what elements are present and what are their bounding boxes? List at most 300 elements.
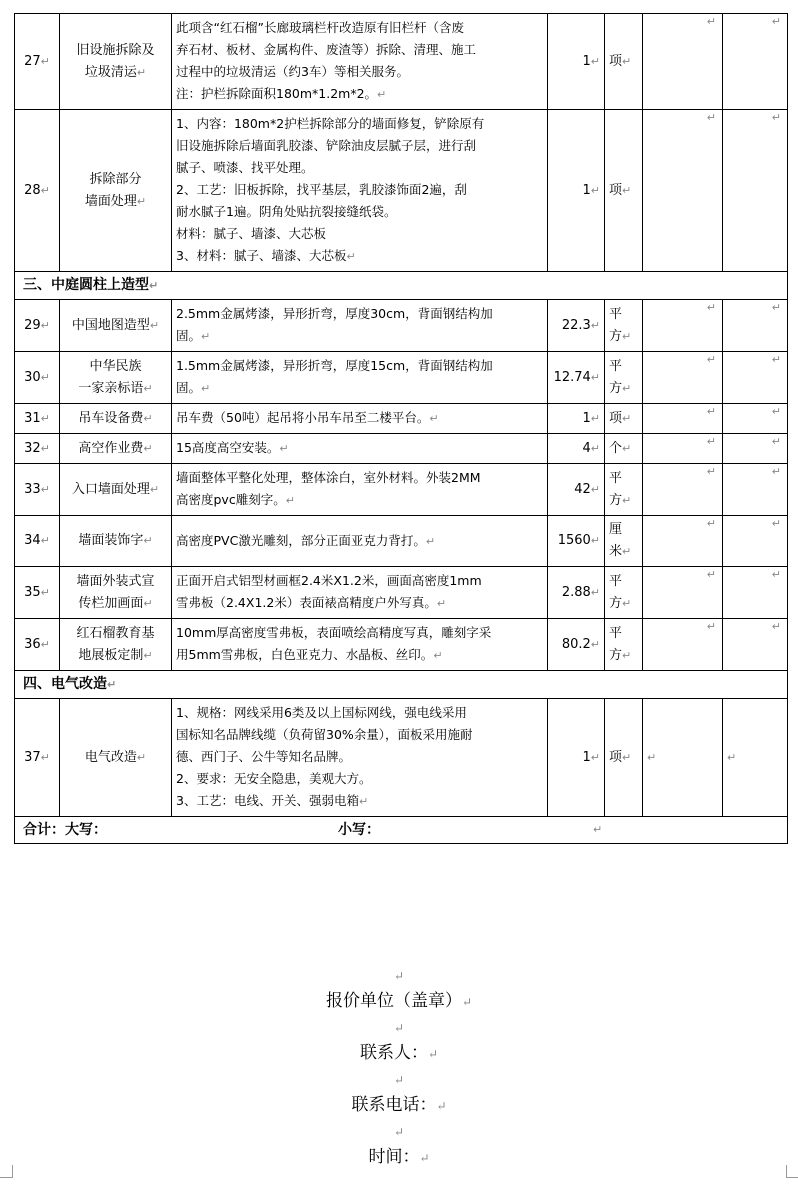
item-description-line <box>176 39 543 61</box>
item-name-line <box>64 378 167 400</box>
item-description-text: 固。 <box>176 328 202 343</box>
paragraph-mark: ↵ <box>771 111 781 124</box>
unit-text: 平 <box>609 358 623 374</box>
quantity-cell <box>548 567 605 619</box>
paragraph-mark: ↵ <box>706 568 716 581</box>
item-description-line <box>176 61 543 83</box>
item-description-text: 1.5mm金属烤漆，异形折弯，厚度15cm，背面钢结构加 <box>176 358 493 373</box>
page-corner-mark <box>0 1165 13 1178</box>
paragraph-mark: ↵ <box>429 412 439 425</box>
quantity-cell <box>548 434 605 464</box>
item-description-cell <box>172 619 548 671</box>
item-name-text: 电气改造 <box>84 749 137 765</box>
unit-price-cell <box>643 567 723 619</box>
paragraph-mark: ↵ <box>40 318 50 332</box>
item-name-cell <box>60 619 172 671</box>
paragraph-mark: ↵ <box>706 517 716 530</box>
paragraph-mark: ↵ <box>771 568 781 581</box>
item-description-text: 10mm厚高密度雪弗板，表面喷绘高精度写真，雕刻字采 <box>176 625 492 640</box>
item-description-line <box>176 407 543 430</box>
paragraph-mark: ↵ <box>771 15 781 28</box>
item-description-text: 弃石材、板材、金属构件、废渣等）拆除、清理、施工 <box>176 42 477 57</box>
paragraph-mark: ↵ <box>622 329 632 343</box>
unit-line <box>609 747 638 769</box>
item-description-text: 用5mm雪弗板，白色亚克力、水晶板、丝印。 <box>176 647 434 662</box>
paragraph-mark: ↵ <box>590 750 600 764</box>
paragraph-mark: ↵ <box>622 54 632 68</box>
footer-signature-block <box>0 962 798 1170</box>
item-number: 27 <box>24 53 41 69</box>
item-description-line <box>176 570 543 592</box>
unit-text: 方 <box>609 380 623 396</box>
item-description-line <box>176 644 543 667</box>
paragraph-mark: ↵ <box>771 620 781 633</box>
item-description-line <box>176 489 543 512</box>
paragraph-mark: ↵ <box>622 545 632 558</box>
item-number-cell <box>15 619 60 671</box>
total-amount-words-label: 合计：大写： <box>23 822 107 838</box>
item-name-line <box>64 169 167 191</box>
item-number-cell <box>15 300 60 352</box>
paragraph-mark: ↵ <box>771 517 781 530</box>
paragraph-mark: ↵ <box>771 353 781 366</box>
item-description-text: 1、规格：网线采用6类及以上国标网线，强电线采用 <box>176 705 467 720</box>
table-row <box>15 434 788 464</box>
item-description-cell <box>172 434 548 464</box>
item-name-line <box>64 40 167 62</box>
paragraph-mark: ↵ <box>771 405 781 418</box>
item-description-text: 雪弗板（2.4X1.2米）表面裱高精度户外写真。 <box>176 595 437 610</box>
item-description-line <box>176 724 543 746</box>
quantity-value: 2.88 <box>561 584 591 600</box>
unit-line <box>609 593 638 615</box>
item-description-text: 墙面整体平整化处理，整体涂白，室外材料。外装2MM <box>176 470 481 485</box>
paragraph-mark: ↵ <box>149 482 160 496</box>
paragraph-mark: ↵ <box>40 370 50 384</box>
paragraph-mark: ↵ <box>358 795 369 808</box>
paragraph-mark: ↵ <box>706 405 716 418</box>
item-description-line <box>176 113 543 135</box>
paragraph-mark: ↵ <box>136 194 147 208</box>
item-description-cell <box>172 699 548 817</box>
quantity-value: 1 <box>582 749 591 765</box>
item-description-text: 此项含“红石榴”长廊玻璃栏杆改造原有旧栏杆（含废 <box>176 20 464 35</box>
page-corner-mark <box>786 1165 798 1178</box>
item-name-text: 中华民族 <box>89 358 142 374</box>
item-description-text: 国标知名品牌线缆（负荷留30%余量），面板采用施耐 <box>176 727 473 742</box>
item-number: 31 <box>24 410 41 426</box>
item-description-line <box>176 768 543 790</box>
unit-text: 平 <box>609 625 623 641</box>
item-description-line <box>176 223 543 245</box>
total-wrap <box>23 820 779 840</box>
unit-cell <box>605 434 643 464</box>
item-description-text: 3、材料：腻子、墙漆、大芯板 <box>176 248 347 263</box>
paragraph-mark: ↵ <box>285 494 295 507</box>
section-header-row <box>15 272 788 300</box>
item-number: 37 <box>24 749 41 765</box>
paragraph-mark: ↵ <box>377 88 387 101</box>
paragraph-mark: ↵ <box>590 585 600 599</box>
unit-text: 平 <box>609 470 623 486</box>
unit-line <box>609 468 638 490</box>
paragraph-mark: ↵ <box>425 534 436 548</box>
unit-line <box>609 438 638 460</box>
paragraph-mark: ↵ <box>427 1047 439 1061</box>
item-name-line <box>64 315 167 337</box>
paragraph-mark: ↵ <box>40 750 50 764</box>
unit-cell <box>605 567 643 619</box>
item-description-line <box>176 303 543 325</box>
section-header <box>15 272 788 300</box>
paragraph-mark: ↵ <box>346 250 356 263</box>
paragraph-mark: ↵ <box>706 111 716 124</box>
item-description-text: 注：护栏拆除面积180m*1.2m*2。 <box>176 86 378 101</box>
unit-cell <box>605 699 643 817</box>
quantity-value: 1 <box>582 410 591 426</box>
quantity-cell <box>548 110 605 272</box>
item-number: 35 <box>24 584 41 600</box>
unit-cell <box>605 464 643 516</box>
item-description-line <box>176 83 543 106</box>
table-row <box>15 14 788 110</box>
item-description-text: 高密度pvc雕刻字。 <box>176 492 286 507</box>
item-name-text: 旧设施拆除及 <box>76 42 155 58</box>
item-description-text: 15高度高空安装。 <box>176 440 280 455</box>
paragraph-mark: ↵ <box>393 1073 405 1087</box>
item-description-text: 2.5mm金属烤漆，异形折弯，厚度30cm，背面钢结构加 <box>176 306 493 321</box>
item-description-line <box>176 467 543 489</box>
unit-text: 项 <box>609 410 623 426</box>
paragraph-mark: ↵ <box>149 318 160 332</box>
amount-cell <box>723 404 788 434</box>
item-number: 33 <box>24 481 41 497</box>
quoting-company-label: 报价单位（盖章） <box>325 991 462 1011</box>
unit-cell <box>605 516 643 567</box>
unit-line <box>609 408 638 430</box>
item-name-line <box>64 645 167 667</box>
item-name-line <box>64 571 167 593</box>
paragraph-mark: ↵ <box>706 435 716 448</box>
item-description-line <box>176 245 543 268</box>
item-description-cell <box>172 352 548 404</box>
item-name-cell <box>60 464 172 516</box>
unit-price-cell <box>643 434 723 464</box>
unit-line <box>609 490 638 512</box>
quantity-cell <box>548 699 605 817</box>
unit-text: 方 <box>609 492 623 508</box>
total-row <box>15 817 788 844</box>
item-name-text: 垃圾清运 <box>84 64 137 80</box>
item-name-cell <box>60 699 172 817</box>
paragraph-mark: ↵ <box>590 534 600 547</box>
unit-price-cell <box>643 300 723 352</box>
table-row <box>15 110 788 272</box>
paragraph-mark: ↵ <box>590 441 600 455</box>
item-number-cell <box>15 404 60 434</box>
item-name-cell <box>60 404 172 434</box>
unit-text: 项 <box>609 749 623 765</box>
unit-line <box>609 645 638 667</box>
item-description-text: 过程中的垃圾清运（约3车）等相关服务。 <box>176 64 409 79</box>
quantity-cell <box>548 516 605 567</box>
unit-text: 方 <box>609 328 623 344</box>
quantity-value: 80.2 <box>561 636 591 652</box>
paragraph-mark: ↵ <box>143 596 153 610</box>
paragraph-mark: ↵ <box>706 353 716 366</box>
paragraph-mark: ↵ <box>706 15 716 28</box>
paragraph-mark: ↵ <box>107 678 117 691</box>
table-row <box>15 516 788 567</box>
item-description-text: 1、内容：180m*2护栏拆除部分的墙面修复，铲除原有 <box>176 116 485 131</box>
paragraph-mark: ↵ <box>149 279 159 292</box>
item-name-text: 一家亲标语 <box>78 380 144 396</box>
unit-cell <box>605 14 643 110</box>
item-description-line <box>176 437 543 460</box>
unit-line <box>609 623 638 645</box>
unit-price-cell <box>643 110 723 272</box>
item-name-cell <box>60 14 172 110</box>
section-header <box>15 671 788 699</box>
item-number-cell <box>15 567 60 619</box>
item-description-cell <box>172 516 548 567</box>
item-number: 30 <box>24 369 41 385</box>
paragraph-mark: ↵ <box>593 823 603 836</box>
item-description-cell <box>172 14 548 110</box>
item-description-text: 德、西门子、公牛等知名品牌。 <box>176 749 352 764</box>
paragraph-mark: ↵ <box>622 750 632 764</box>
unit-text: 方 <box>609 647 623 663</box>
item-name-text: 拆除部分 <box>89 171 142 187</box>
unit-text: 项 <box>609 182 623 198</box>
unit-cell <box>605 352 643 404</box>
item-number: 32 <box>24 440 41 456</box>
unit-line <box>609 541 638 563</box>
paragraph-mark: ↵ <box>706 301 716 314</box>
item-description-text: 旧设施拆除后墙面乳胶漆、铲除油皮层腻子层，进行刮 <box>176 138 477 153</box>
item-name-cell <box>60 110 172 272</box>
item-description-line <box>176 325 543 348</box>
paragraph-mark: ↵ <box>40 482 50 496</box>
item-name-cell <box>60 516 172 567</box>
item-number-cell <box>15 14 60 110</box>
quotation-table <box>14 13 788 844</box>
amount-cell <box>723 300 788 352</box>
item-description-line <box>176 355 543 377</box>
item-name-text: 吊车设备费 <box>78 410 144 426</box>
paragraph-mark: ↵ <box>436 1099 447 1113</box>
unit-cell <box>605 300 643 352</box>
paragraph-mark: ↵ <box>40 411 50 425</box>
quantity-value: 1 <box>582 182 591 198</box>
unit-price-cell <box>643 352 723 404</box>
item-name-text: 入口墙面处理 <box>71 481 150 497</box>
paragraph-mark: ↵ <box>436 597 447 610</box>
paragraph-mark: ↵ <box>622 648 632 662</box>
item-description-cell <box>172 300 548 352</box>
paragraph-mark: ↵ <box>393 969 405 983</box>
item-name-line <box>64 747 167 769</box>
paragraph-mark: ↵ <box>143 534 153 547</box>
paragraph-mark: ↵ <box>771 301 781 314</box>
unit-cell <box>605 619 643 671</box>
item-name-line <box>64 530 167 552</box>
unit-line <box>609 180 638 202</box>
paragraph-mark: ↵ <box>727 750 737 764</box>
paragraph-mark: ↵ <box>433 649 443 662</box>
quantity-value: 1 <box>582 53 591 69</box>
item-description-text: 固。 <box>176 380 202 395</box>
section-header-row <box>15 671 788 699</box>
item-description-line <box>176 702 543 724</box>
item-description-line <box>176 790 543 813</box>
paragraph-mark: ↵ <box>622 493 632 507</box>
item-name-text: 传栏加画面 <box>78 595 144 611</box>
paragraph-mark: ↵ <box>40 534 50 547</box>
item-description-cell <box>172 110 548 272</box>
paragraph-mark: ↵ <box>279 442 289 455</box>
item-name-cell <box>60 352 172 404</box>
item-description-text: 3、工艺：电线、开关、强弱电箱 <box>176 793 359 808</box>
item-name-line <box>64 593 167 615</box>
item-description-text: 2、工艺：旧板拆除，找平基层，乳胶漆饰面2遍，刮 <box>176 182 467 197</box>
table-row <box>15 464 788 516</box>
paragraph-mark: ↵ <box>136 750 147 764</box>
amount-cell <box>723 464 788 516</box>
item-name-line <box>64 623 167 645</box>
item-description-text: 吊车费（50吨）起吊将小吊车吊至二楼平台。 <box>176 410 430 425</box>
unit-text: 平 <box>609 573 623 589</box>
item-description-text: 2、要求：无安全隐患，美观大方。 <box>176 771 372 786</box>
unit-line <box>609 326 638 348</box>
amount-cell <box>723 14 788 110</box>
item-description-line <box>176 179 543 201</box>
item-number-cell <box>15 516 60 567</box>
unit-price-cell <box>643 14 723 110</box>
paragraph-mark: ↵ <box>590 318 600 332</box>
quantity-cell <box>548 352 605 404</box>
total-amount-figures-label: 小写： <box>338 822 380 838</box>
unit-price-cell <box>643 619 723 671</box>
paragraph-mark: ↵ <box>622 381 632 395</box>
item-description-text: 正面开启式铝型材画框2.4米X1.2米，画面高密度1mm <box>176 573 482 588</box>
quantity-cell <box>548 464 605 516</box>
item-number: 28 <box>24 182 41 198</box>
table-row <box>15 300 788 352</box>
paragraph-mark: ↵ <box>201 330 211 343</box>
item-number: 34 <box>24 533 41 548</box>
quantity-cell <box>548 404 605 434</box>
item-name-text: 墙面外装式宣 <box>76 573 155 589</box>
paragraph-mark: ↵ <box>647 750 657 764</box>
paragraph-mark: ↵ <box>143 441 153 455</box>
amount-cell <box>723 352 788 404</box>
paragraph-mark: ↵ <box>771 435 781 448</box>
unit-price-cell <box>643 404 723 434</box>
paragraph-mark: ↵ <box>143 648 153 662</box>
paragraph-mark: ↵ <box>622 441 632 455</box>
item-number: 36 <box>24 636 41 652</box>
item-name-text: 高空作业费 <box>78 440 144 456</box>
item-description-cell <box>172 567 548 619</box>
table-row <box>15 352 788 404</box>
unit-price-cell <box>643 516 723 567</box>
item-description-cell <box>172 404 548 434</box>
unit-cell <box>605 110 643 272</box>
item-name-text: 红石榴教育基 <box>76 625 155 641</box>
item-description-text: 高密度PVC激光雕刻，部分正面亚克力背打。 <box>176 532 426 548</box>
item-description-line <box>176 135 543 157</box>
item-description-text: 腻子、喷漆、找平处理。 <box>176 160 314 175</box>
item-number-cell <box>15 352 60 404</box>
amount-cell <box>723 619 788 671</box>
quantity-value: 22.3 <box>561 317 591 333</box>
item-name-cell <box>60 434 172 464</box>
paragraph-mark: ↵ <box>40 441 50 455</box>
item-number-cell <box>15 434 60 464</box>
paragraph-mark: ↵ <box>622 183 632 197</box>
quantity-value: 4 <box>582 440 591 456</box>
item-number-cell <box>15 110 60 272</box>
paragraph-mark: ↵ <box>136 65 147 79</box>
date-label: 时间： <box>368 1147 420 1167</box>
item-number: 29 <box>24 317 41 333</box>
unit-line <box>609 519 638 541</box>
quantity-value: 12.74 <box>553 369 591 385</box>
unit-text: 个 <box>609 440 623 456</box>
paragraph-mark: ↵ <box>393 1021 405 1035</box>
quantity-cell <box>548 619 605 671</box>
paragraph-mark: ↵ <box>590 482 600 496</box>
contact-phone-label: 联系电话： <box>351 1095 437 1115</box>
item-name-line <box>64 191 167 213</box>
table-row <box>15 567 788 619</box>
unit-line <box>609 304 638 326</box>
item-description-line <box>176 17 543 39</box>
item-name-text: 墙面处理 <box>84 193 137 209</box>
paragraph-mark: ↵ <box>590 411 600 425</box>
paragraph-mark: ↵ <box>143 411 153 425</box>
unit-line <box>609 378 638 400</box>
contact-person-label: 联系人： <box>359 1043 428 1063</box>
paragraph-mark: ↵ <box>706 620 716 633</box>
amount-cell <box>723 434 788 464</box>
amount-cell <box>723 567 788 619</box>
item-description-line <box>176 201 543 223</box>
amount-cell <box>723 516 788 567</box>
total-cell <box>15 817 788 844</box>
unit-price-cell <box>643 464 723 516</box>
paragraph-mark: ↵ <box>201 382 211 395</box>
amount-cell <box>723 110 788 272</box>
item-name-cell <box>60 300 172 352</box>
paragraph-mark: ↵ <box>40 585 50 599</box>
item-description-text: 材料：腻子、墙漆、大芯板 <box>176 226 327 241</box>
item-description-line <box>176 592 543 615</box>
paragraph-mark: ↵ <box>143 381 153 395</box>
item-number-cell <box>15 699 60 817</box>
quantity-cell <box>548 300 605 352</box>
paragraph-mark: ↵ <box>771 465 781 478</box>
item-description-line <box>176 377 543 400</box>
unit-line <box>609 571 638 593</box>
quantity-value: 1560 <box>557 533 591 548</box>
unit-line <box>609 356 638 378</box>
paragraph-mark: ↵ <box>706 465 716 478</box>
paragraph-mark: ↵ <box>40 637 50 651</box>
table-row <box>15 619 788 671</box>
item-name-line <box>64 62 167 84</box>
